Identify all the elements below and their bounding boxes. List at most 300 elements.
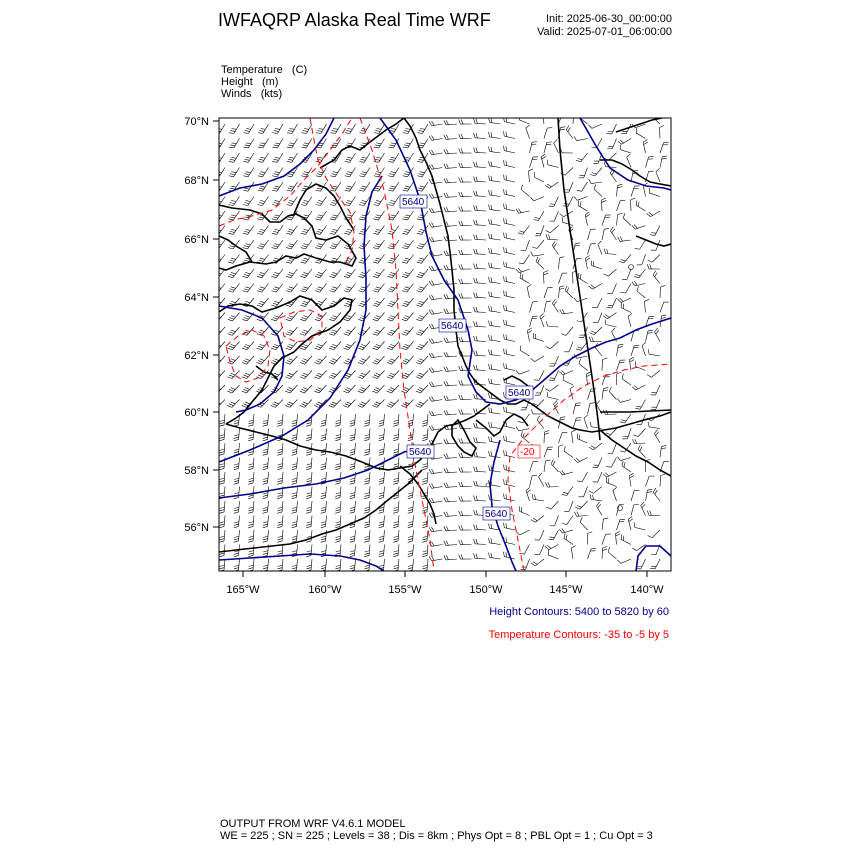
wind-barb-flag [559,529,562,533]
wind-barb [520,350,529,356]
wind-barb-flag [360,375,365,377]
wind-barb-flag [234,493,239,494]
wind-barb-flag [408,565,413,566]
wind-barb-flag [289,388,294,390]
wind-barb-flag [580,517,582,521]
wind-barb-flag [402,319,407,321]
wind-barb-flag [571,546,575,548]
wind-barb-flag [419,359,424,361]
wind-barb-flag [315,291,320,293]
wind-barb [490,427,501,429]
wind-barb-flag [389,361,394,363]
wind-barb-flag [429,513,432,517]
wind-barb-flag [504,407,505,412]
wind-barb-flag [444,512,446,517]
wind-barb-flag [304,215,309,216]
wind-barb-flag [244,174,249,175]
wind-barb-flag [506,407,507,412]
wind-barb [621,150,631,153]
wind-barb-flag [461,337,463,342]
wind-barb-flag [474,408,475,413]
wind-barb-flag [476,293,477,298]
wind-barb-flag [504,146,505,151]
lat-tick-label: 58°N [184,465,209,477]
wind-barb [521,189,529,196]
wind-barb-flag [598,241,602,244]
wind-barb-flag [390,287,395,289]
wind-barb-flag [590,174,595,176]
wind-barb-flag [476,481,477,486]
wind-barb [369,458,370,469]
wind-barb [305,371,312,379]
wind-barb-flag [419,402,424,404]
wind-barb-flag [429,397,432,401]
wind-barb-flag [306,439,311,440]
wind-barb-flag [220,449,225,450]
wind-barb-flag [234,439,239,440]
wind-barb [608,552,616,559]
wind-barb-flag [228,262,233,263]
wind-barb [621,308,631,313]
wind-barb-flag [365,435,370,436]
wind-barb-flag [531,520,535,523]
wind-barb [282,443,283,454]
wind-barb-flag [273,361,278,363]
wind-barb-flag [273,174,278,175]
wind-barb-flag [246,128,251,129]
wind-barb-flag [446,149,448,154]
wind-barb-flag [244,188,249,189]
wind-barb-flag [461,235,463,240]
wind-barb-flag [655,272,658,276]
wind-barb-flag [459,409,461,414]
wind-barb [580,501,587,509]
wind-barb-flag [258,147,263,148]
wind-barb-flag [562,523,567,524]
wind-barb-flag [444,178,446,183]
wind-barb [224,545,225,556]
wind-barb-flag [306,512,311,513]
wind-barb-flag [331,260,336,261]
wind-barb-flag [605,315,609,318]
wind-barb-flag [459,250,461,255]
wind-barb [446,487,457,488]
wind-barb [554,371,559,381]
wind-barb-flag [360,202,365,203]
wind-barb-flag [331,332,336,334]
wind-barb-flag [316,190,321,191]
wind-barb-flag [491,263,492,268]
wind-barb-flag [219,512,224,513]
wind-barb [564,538,573,544]
wind-barb [475,341,486,342]
wind-barb [660,143,664,153]
wind-barb-flag [214,404,219,406]
wind-barb-flag [213,362,218,364]
wind-barb-flag [594,184,596,189]
wind-barb-flag [615,531,619,533]
wind-barb-flag [418,188,423,189]
wind-barb-flag [461,395,463,400]
wind-barb [297,472,298,483]
wind-barb-flag [638,202,639,207]
wind-barb-flag [229,289,234,291]
wind-barb [490,180,501,182]
wind-barb-flag [546,234,547,239]
wind-barb-flag [317,202,322,203]
wind-barb-flag [350,420,355,421]
wind-barb-flag [361,344,366,346]
wind-barb-flag [263,524,268,525]
lon-tick-label: 155°W [388,584,422,596]
wind-barb-flag [405,287,410,289]
wind-barb-flag [446,294,448,299]
wind-barb-flag [634,281,637,285]
wind-barb-flag [422,466,427,467]
wind-barb-flag [418,317,423,319]
wind-barb-flag [289,229,294,230]
wind-barb [326,458,327,469]
wind-barb [326,443,327,454]
wind-barb-flag [474,162,475,167]
wind-barb [504,528,515,530]
wind-barb-flag [333,258,338,259]
wind-barb-flag [444,381,446,386]
wind-barb-flag [345,176,350,177]
wind-barb-flag [316,389,321,391]
wind-barb-flag [278,551,283,552]
wind-barb [660,157,662,168]
wind-barb-flag [459,163,461,168]
wind-barb-flag [418,246,423,247]
wind-barb-flag [446,222,448,227]
wind-barb-flag [330,276,335,277]
wind-barb [490,543,501,545]
wind-barb-flag [359,389,364,391]
wind-barb-flag [516,269,519,273]
wind-barb-flag [417,262,422,263]
wind-barb-flag [417,276,422,277]
plot-frame [219,118,671,571]
wind-barb-flag [423,565,428,566]
wind-barb-flag [372,391,377,393]
wind-barb-flag [476,148,477,153]
wind-barb-flag [331,202,336,203]
wind-barb-flag [306,555,311,556]
wind-barb-flag [391,128,396,129]
wind-barb-flag [263,420,268,421]
wind-barb-flag [257,305,262,307]
wind-barb-flag [292,512,297,513]
wind-barb [588,403,591,414]
wind-barb-flag [373,204,378,205]
wind-barb [612,298,617,308]
wind-barb-flag [242,348,247,350]
wind-barb-flag [332,402,337,404]
wind-barb-flag [248,555,253,556]
wind-barb-flag [393,452,398,453]
wind-barb-flag [350,495,355,496]
wind-barb-flag [376,272,381,273]
wind-barb-flag [417,233,422,234]
wind-barb-flag [620,422,625,423]
wind-barb-flag [432,194,435,198]
wind-barb-flag [518,421,523,422]
wind-barb-flag [574,136,577,140]
wind-barb-flag [506,146,507,151]
wind-barb-flag [429,295,432,299]
wind-barb-flag [537,416,540,420]
wind-barb [523,226,530,235]
wind-barb [369,530,370,541]
wind-barb-flag [552,299,555,303]
wind-barb-flag [258,133,263,134]
wind-barb-flag [432,484,435,488]
wind-barb-flag [220,478,225,479]
wind-barb-flag [350,452,355,453]
wind-barb-flag [402,233,407,234]
wind-barb-flag [273,303,278,305]
wind-barb-flag [402,348,407,350]
wind-barb-flag [257,319,262,321]
wind-barb-flag [379,420,384,421]
wind-barb-flag [214,176,219,177]
wind-barb-flag [285,377,290,379]
wind-barb-flag [459,221,461,226]
wind-barb-flag [474,350,475,355]
wind-barb [612,124,617,134]
lat-tick-label: 66°N [184,234,209,246]
wind-barb-flag [489,263,490,268]
wind-barb-flag [532,494,533,499]
wind-barb-flag [260,186,265,187]
wind-barb [593,487,602,494]
wind-barb-flag [244,317,249,319]
wind-barb [475,152,486,153]
wind-barb [588,389,591,399]
wind-barb-flag [489,205,490,210]
wind-barb-flag [404,260,409,261]
wind-barb [588,244,591,255]
wind-barb-flag [273,289,278,291]
wind-barb [504,238,515,240]
wind-barb-flag [364,466,369,467]
wind-barb-flag [601,198,606,200]
wind-barb-flag [248,423,253,424]
wind-barb-flag [655,328,658,332]
wind-barb-flag [321,507,326,508]
wind-barb-flag [446,352,448,357]
wind-barb-flag [347,330,352,332]
wind-barb [539,371,544,381]
wind-barb-flag [248,439,253,440]
wind-barb-flag [336,464,341,465]
wind-barb-flag [379,541,384,542]
wind-barb [504,325,515,327]
wind-barb-flag [632,387,636,390]
wind-barb-flag [506,436,507,441]
wind-barb-flag [632,225,635,229]
wind-barb-flag [245,301,250,303]
wind-barb-flag [274,131,279,132]
wind-barb-flag [230,246,235,247]
wind-barb-flag [249,420,254,421]
wind-barb [621,540,631,545]
wind-barb-flag [214,161,219,162]
wind-barb-flag [408,512,413,513]
wind-barb [504,470,515,472]
wind-barb-flag [258,375,263,377]
wind-barb-flag [389,375,394,377]
wind-barb [253,559,254,570]
wind-barb-flag [350,449,355,450]
wind-barb-flag [361,159,366,160]
wind-barb-flag [417,404,422,406]
wind-barb-flag [263,536,268,537]
wind-barb-flag [476,539,477,544]
wind-barb-flag [489,408,490,413]
wind-barb-flag [444,526,446,531]
wind-barb-flag [273,133,278,134]
wind-barb-flag [350,483,355,484]
wind-barb-flag [272,161,277,162]
wind-barb [534,177,544,182]
wind-barb-flag [245,159,250,160]
wind-barb-flag [219,468,224,469]
wind-barb-flag [303,330,308,332]
wind-barb-flag [416,305,421,307]
wind-barb-flag [331,346,336,348]
wind-barb-flag [393,524,398,525]
wind-barb-flag [408,495,413,496]
wind-barb-flag [418,260,423,261]
wind-barb-flag [459,511,461,516]
wind-barb-flag [461,163,463,168]
wind-barb-flag [245,359,250,361]
wind-barb-flag [379,522,384,523]
wind-barb [530,142,533,153]
wind-barb-flag [532,247,537,249]
wind-barb-flag [379,439,384,440]
wind-barb [622,379,631,385]
wind-barb-flag [647,264,649,269]
wind-barb-flag [543,271,548,273]
wind-barb-flag [234,553,239,554]
wind-barb-flag [336,565,341,566]
wind-barb-flag [246,172,251,173]
wind-barb-flag [219,539,224,540]
wind-barb-flag [632,548,636,551]
wind-barb-flag [506,349,507,354]
wind-barb-flag [304,244,309,245]
wind-barb-flag [506,233,507,238]
wind-barb-flag [591,331,596,333]
wind-barb [369,472,370,483]
wind-barb [584,418,587,428]
wind-barb [334,371,341,379]
wind-barb-flag [565,286,567,291]
wind-barb-flag [476,438,477,443]
wind-barb [573,113,574,124]
wind-barb-flag [446,381,448,386]
wind-barb [617,345,619,356]
wind-barb-flag [506,335,507,340]
wind-barb-flag [420,258,425,259]
wind-barb [398,501,399,512]
wind-barb [504,339,515,341]
wind-barb-flag [416,291,421,293]
wind-barb-flag [418,303,423,305]
wind-barb-flag [388,219,393,220]
wind-barb [239,530,240,541]
wind-barb-flag [476,423,477,428]
wind-barb [475,370,486,371]
wind-barb [421,356,428,364]
wind-barb [548,239,559,240]
wind-barb-flag [389,332,394,334]
wind-barb [566,130,573,139]
wind-barb [535,516,544,523]
wind-barb-flag [243,389,248,391]
wind-barb-flag [374,176,379,177]
wind-barb-flag [228,348,233,350]
wind-barb-flag [214,389,219,391]
wind-barb-flag [314,362,319,364]
wind-barb-flag [518,208,521,212]
wind-barb-flag [656,330,659,334]
wind-barb-flag [306,497,311,498]
wind-barb [563,222,573,225]
wind-barb [504,426,515,428]
wind-barb-flag [289,330,294,332]
wind-barb [504,499,515,501]
wind-barb-flag [379,526,384,527]
wind-barb-flag [623,536,624,541]
wind-barb-flag [257,219,262,220]
wind-barb-flag [567,287,569,292]
wind-barb-flag [535,495,536,500]
wind-barb-flag [527,328,531,331]
wind-barb-flag [603,387,608,388]
wind-barb-flag [364,437,369,438]
map-title: IWFAQRP Alaska Real Time WRF [218,10,491,30]
wind-barb-flag [388,248,393,249]
wind-barb [555,516,559,526]
wind-barb-flag [504,291,505,296]
wind-barb-flag [260,258,265,259]
wind-barb-flag [432,266,435,270]
wind-barb-flag [288,231,293,232]
wind-barb [577,439,587,443]
wind-barb [552,303,558,312]
wind-barb-flag [278,536,283,537]
wind-barb-flag [263,522,268,523]
wind-barb [311,487,312,498]
wind-barb-flag [287,404,292,406]
wind-barb-flag [429,527,432,531]
wind-barb-flag [419,159,424,160]
wind-barb [554,197,559,207]
wind-barb-flag [214,204,219,205]
wind-barb-flag [335,512,340,513]
wind-barb-flag [364,539,369,540]
wind-barb-flag [631,198,636,200]
wind-barb-flag [257,204,262,205]
wind-barb-flag [231,287,236,289]
wind-barb-flag [394,507,399,508]
wind-barb-flag [358,377,363,379]
wind-barb-flag [491,190,492,195]
